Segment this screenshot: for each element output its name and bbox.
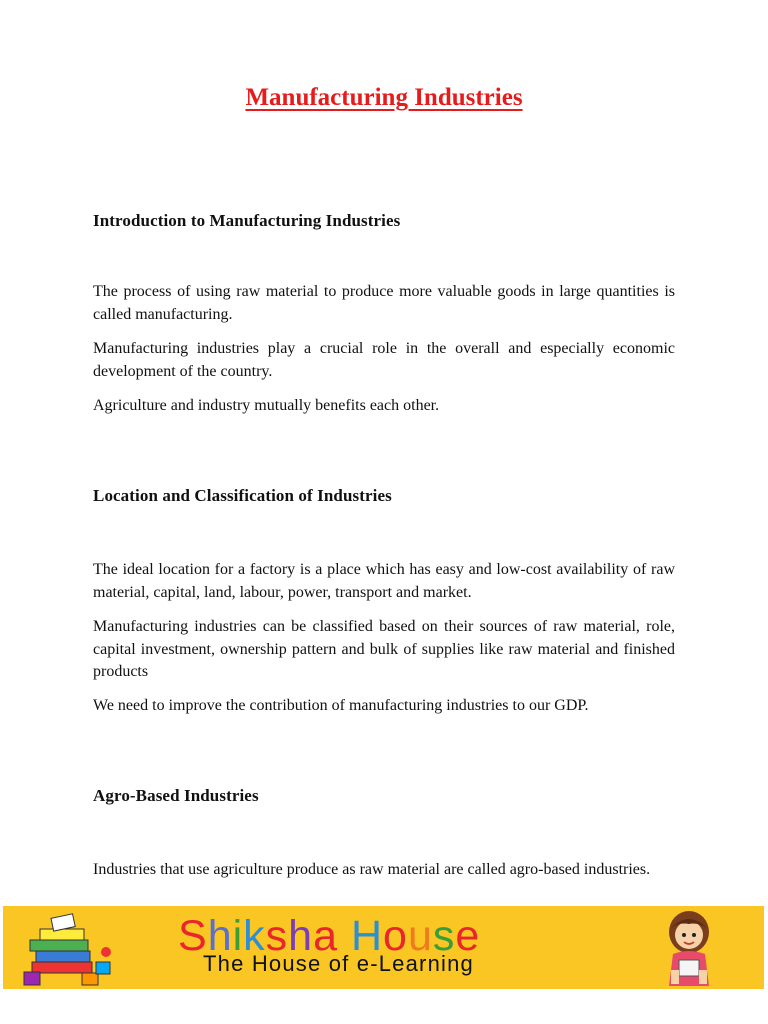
paragraph: Manufacturing industries can be classified based on their sources of raw material, role, capital investment, ownership pattern and bulk of supplies like raw material and finished products [93, 618, 675, 680]
brand-letter: H [350, 912, 384, 960]
paragraph: Industries that use agriculture produce as raw material are called agro-based industries. [93, 861, 651, 878]
page-title: Manufacturing Industries [245, 84, 523, 111]
brand-letter: e [455, 912, 481, 960]
brand-letter: h [288, 912, 314, 960]
books-alphabet-icon [22, 912, 114, 986]
brand-letter: h [207, 912, 233, 960]
brand-letter: S [178, 912, 208, 960]
brand-letter: o [383, 912, 408, 960]
paragraph: The process of using raw material to produce more valuable goods in large quantities is called manufacturing. [93, 283, 675, 323]
paragraph: We need to improve the contribution of manufacturing industries to our GDP. [93, 697, 589, 714]
brand-letter: s [432, 912, 456, 960]
brand-letter: u [407, 912, 433, 960]
student-girl-icon [657, 908, 721, 988]
section-heading-location: Location and Classification of Industries [93, 486, 392, 505]
section-heading-agro: Agro-Based Industries [93, 786, 259, 805]
paragraph: Agriculture and industry mutually benefits each other. [93, 397, 440, 414]
paragraph: Manufacturing industries play a crucial role in the overall and especially economic development of the country. [93, 340, 675, 380]
brand-tagline: The House of e-Learning [203, 951, 474, 976]
brand-letter: i [232, 912, 244, 960]
section-heading-introduction: Introduction to Manufacturing Industries [93, 211, 401, 230]
brand-letter: k [243, 912, 266, 960]
paragraph: The ideal location for a factory is a place which has easy and low-cost availability of raw material, capital, land, labour, power, transport and market. [93, 561, 675, 601]
brand-letter: a [313, 912, 339, 960]
brand-letter: s [265, 912, 289, 960]
